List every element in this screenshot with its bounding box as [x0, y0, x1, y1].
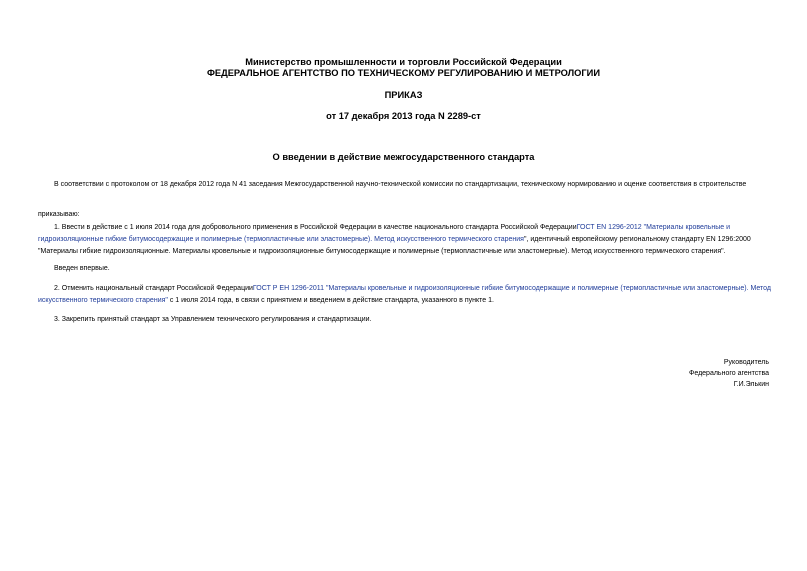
gost-r-en-1296-2011-link[interactable]: ГОСТ Р ЕН 1296-2011 "Материалы кровельные и гидроизоляционные гибкие битумосодержащие и полимерные (термопластичные или эластомерные). Метод искусственного термического старения" [38, 285, 771, 304]
signature-name: Г.И.Элькин [733, 381, 769, 388]
order-word: приказываю: [38, 211, 80, 218]
gost-en-1296-2012-link[interactable]: ГОСТ EN 1296-2012 "Материалы кровельные и гидроизоляционные гибкие битумосодержащие и полимерные (термопластичные или эластомерные). Метод искусственного термического старения [38, 224, 731, 243]
ministry-name: Министерство промышленности и торговли Российской Федерации [245, 57, 562, 67]
doc-type: ПРИКАЗ [384, 90, 423, 100]
signature-org: Федерального агентства [689, 370, 769, 377]
item-1-text-before: 1. Ввести в действие с 1 июля 2014 года для добровольного применения в Российской Федерации в качестве национального стандарта Российской Федерации [54, 224, 577, 231]
item-1-text-after: ", идентичный европейскому региональному стандарту EN 1296:2000 "Материалы гибкие гидроизоляционные. Материалы кровельные и гидроизоляционные битумосодержащие и полимерные (термопластичные или эластомерные). Метод искусственного термического старения". [38, 236, 751, 255]
signature-title: Руководитель [723, 359, 769, 366]
item-2-paragraph [38, 283, 773, 307]
item-2-text-before: 2. Отменить национальный стандарт Российской Федерации [54, 285, 253, 292]
item-3-paragraph: 3. Закрепить принятый стандарт за Управлением технического регулирования и стандартизации. [54, 316, 372, 323]
item-1-paragraph [38, 222, 773, 258]
doc-subject: О введении в действие межгосударственного стандарта [272, 152, 535, 162]
item-2-text-after: с 1 июля 2014 года, в связи с принятием и введением в действие стандарта, указанного в пункте 1. [167, 297, 494, 304]
agency-name: ФЕДЕРАЛЬНОЕ АГЕНТСТВО ПО ТЕХНИЧЕСКОМУ РЕГУЛИРОВАНИЮ И МЕТРОЛОГИИ [206, 68, 601, 78]
doc-date-number: от 17 декабря 2013 года N 2289-ст [326, 111, 481, 121]
preamble-paragraph: В соответствии с протоколом от 18 декабря 2012 года N 41 заседания Межгосударственной научно-технической комиссии по стандартизации, техническому нормированию и оценке соответствия в строительстве [54, 181, 747, 188]
first-intro-note: Введен впервые. [54, 265, 110, 272]
